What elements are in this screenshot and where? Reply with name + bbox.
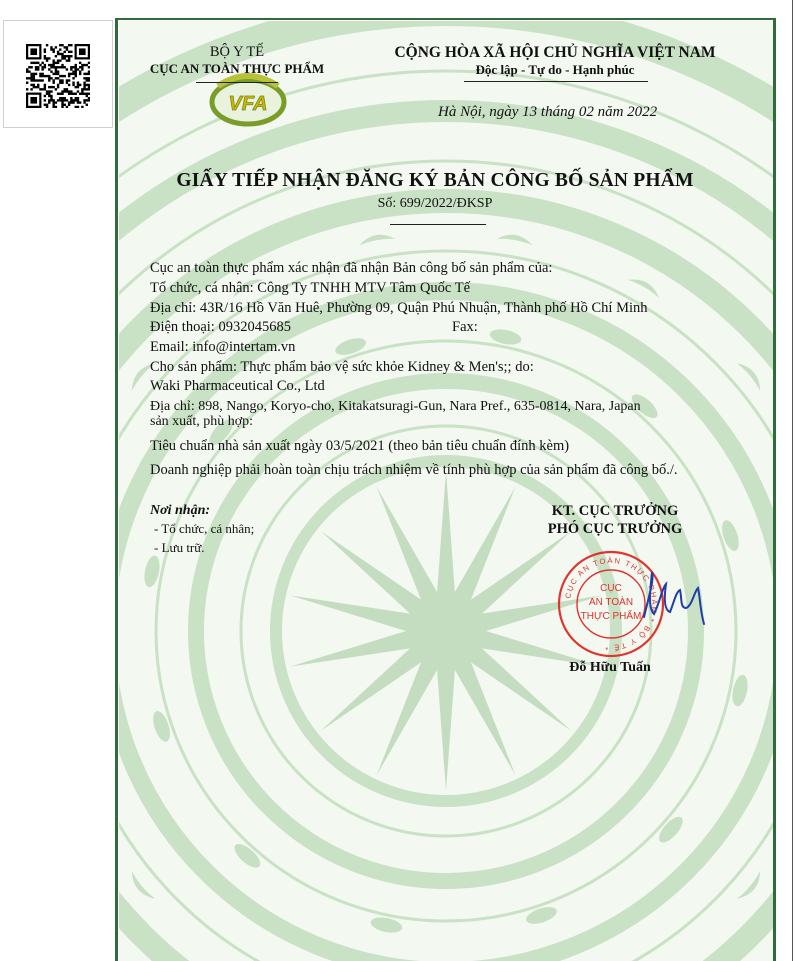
responsibility-line: Doanh nghiệp phải hoàn toàn chịu trách nhiệm về tính phù hợp của sản phẩm đã công bố./. xyxy=(150,462,678,478)
phone-line: Điện thoại: 0932045685 xyxy=(150,319,291,335)
republic-name: CỘNG HÒA XÃ HỘI CHỦ NGHĨA VIỆT NAM xyxy=(394,44,716,61)
handwritten-signature-icon xyxy=(630,562,710,632)
certificate-paper xyxy=(119,21,773,961)
page-frame-top xyxy=(115,18,776,20)
intro-line: Cục an toàn thực phẩm xác nhận đã nhận Bản công bố sản phẩm của: xyxy=(150,260,553,276)
svg-text:CỤC: CỤC xyxy=(600,583,622,594)
vfa-logo-icon xyxy=(208,72,288,128)
motto-underline xyxy=(464,81,648,82)
department-name: CỤC AN TOÀN THỰC PHẨM xyxy=(149,61,325,76)
qr-code-box xyxy=(3,20,113,128)
signer-role-primary: KT. CỤC TRƯỞNG xyxy=(551,503,679,519)
organization-line: Tổ chức, cá nhân: Công Ty TNHH MTV Tâm Quốc Tế xyxy=(150,280,471,296)
signer-role-secondary: PHÓ CỤC TRƯỞNG xyxy=(547,521,683,537)
national-motto: Độc lập - Tự do - Hạnh phúc xyxy=(475,62,635,77)
issuer-underline xyxy=(196,82,278,83)
title-underline xyxy=(390,224,486,225)
page-edge-line xyxy=(792,0,793,961)
qr-code-icon xyxy=(26,44,90,108)
bronze-drum-watermark-icon xyxy=(119,21,773,961)
fax-line: Fax: xyxy=(452,319,478,335)
issuer-block xyxy=(120,44,354,77)
standard-line: Tiêu chuẩn nhà sản xuất ngày 03/5/2021 (theo bản tiêu chuẩn đính kèm) xyxy=(150,438,570,454)
issue-date: Hà Nội, ngày 13 tháng 02 năm 2022 xyxy=(438,104,658,120)
svg-text:VFA: VFA xyxy=(228,93,268,115)
product-line: Cho sản phẩm: Thực phẩm bảo vệ sức khỏe Kidney & Men's;; do: xyxy=(150,359,534,375)
page-frame-left xyxy=(115,18,118,961)
document-number: Số: 699/2022/ĐKSP xyxy=(377,196,493,211)
document-title: GIẤY TIẾP NHẬN ĐĂNG KÝ BẢN CÔNG BỐ SẢN PHẨM xyxy=(176,170,694,191)
recipients-title: Nơi nhận: xyxy=(150,503,211,518)
svg-text:THỰC PHẨM: THỰC PHẨM xyxy=(580,611,642,622)
signer-name: Đỗ Hữu Tuấn xyxy=(569,660,651,675)
svg-text:CỤC AN TOÀN THỰC PHẨM * BỘ Y T: CỤC AN TOÀN THỰC PHẨM * BỘ Y TẾ * xyxy=(563,555,660,653)
recipient-item: - Tổ chức, cá nhân; xyxy=(154,521,255,536)
manufacturer-line: Waki Pharmaceutical Co., Ltd xyxy=(150,378,325,394)
ministry-name: BỘ Y TẾ xyxy=(209,44,265,60)
address-line: Địa chỉ: 43R/16 Hồ Văn Huê, Phường 09, Quận Phú Nhuận, Thành phố Hồ Chí Minh xyxy=(150,300,648,316)
page-frame-right xyxy=(773,18,776,961)
recipient-item: - Lưu trữ. xyxy=(154,540,205,555)
svg-text:AN TOÀN: AN TOÀN xyxy=(588,597,634,608)
email-line: Email: info@intertam.vn xyxy=(150,339,296,355)
manufacturer-address-cont: sản xuất, phù hợp: xyxy=(150,414,254,429)
national-header xyxy=(385,44,725,78)
manufacturer-address-line: Địa chỉ: 898, Nango, Koryo-cho, Kitakatsuragi-Gun, Nara Pref., 635-0814, Nara, Japan xyxy=(150,399,641,414)
